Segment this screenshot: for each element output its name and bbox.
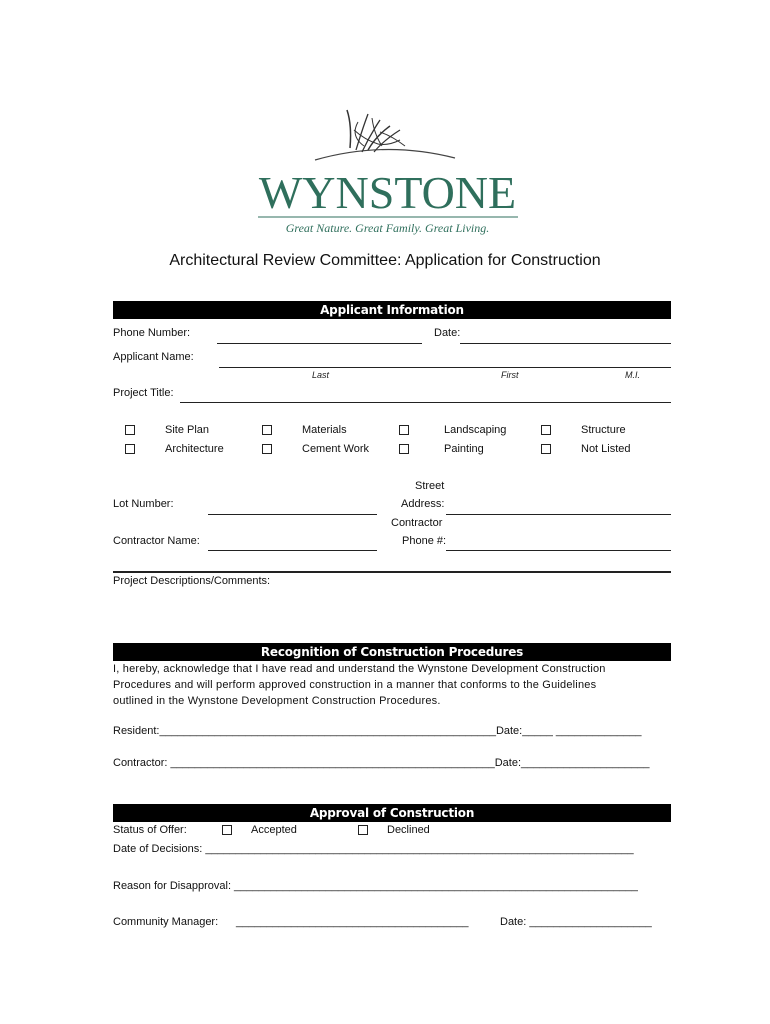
applicant-name-label: Applicant Name: [113, 351, 194, 363]
phone-field[interactable] [217, 343, 422, 344]
contractor-phone-label-line1: Contractor [391, 517, 443, 529]
applicant-info-header: Applicant Information [113, 301, 671, 319]
contractor-phone-label-line2: Phone #: [402, 535, 447, 547]
date-field[interactable] [460, 343, 671, 344]
page-title: Architectural Review Committee: Application for Construction [169, 252, 601, 269]
mi-label: M.I. [625, 370, 640, 380]
resident-signature-line[interactable]: Resident:_______________________________________________________Date:_____ ______________ [113, 725, 642, 737]
architecture-checkbox[interactable] [125, 444, 135, 454]
community-manager-date-line[interactable]: Date: ____________________ [500, 916, 652, 928]
acknowledgement-line-3: outlined in the Wynstone Development Construction Procedures. [113, 695, 441, 707]
contractor-signature-line[interactable]: Contractor: _____________________________________________________Date:_____________________ [113, 757, 650, 769]
not-listed-checkbox[interactable] [541, 444, 551, 454]
acknowledgement-line-2: Procedures and will perform approved construction in a manner that conforms to the Guidelines [113, 679, 597, 691]
declined-label: Declined [387, 824, 430, 836]
materials-checkbox[interactable] [262, 425, 272, 435]
project-title-field[interactable] [180, 402, 671, 403]
street-label-line2: Address: [401, 498, 445, 510]
site-plan-checkbox[interactable] [125, 425, 135, 435]
lot-number-field[interactable] [208, 514, 377, 515]
cement-work-checkbox[interactable] [262, 444, 272, 454]
street-label-line1: Street [415, 480, 445, 492]
architecture-label: Architecture [165, 443, 224, 455]
community-manager-label: Community Manager: [113, 916, 219, 928]
phone-label: Phone Number: [113, 327, 191, 339]
contractor-name-field[interactable] [208, 550, 377, 551]
site-plan-label: Site Plan [165, 424, 210, 436]
project-descriptions-area[interactable] [113, 592, 671, 637]
cement-work-label: Cement Work [302, 443, 370, 455]
reason-for-disapproval-line[interactable]: Reason for Disapproval: __________________________________________________________________ [113, 880, 638, 892]
accepted-label: Accepted [251, 824, 297, 836]
landscaping-checkbox[interactable] [399, 425, 409, 435]
approval-header: Approval of Construction [113, 804, 671, 822]
contractor-name-label: Contractor Name: [113, 535, 200, 547]
lot-number-label: Lot Number: [113, 498, 174, 510]
acknowledgement-line-1: I, hereby, acknowledge that I have read and understand the Wynstone Development Construction [113, 663, 606, 675]
accepted-checkbox[interactable] [222, 825, 232, 835]
recognition-header: Recognition of Construction Procedures [113, 643, 671, 661]
landscaping-label: Landscaping [444, 424, 507, 436]
street-address-field[interactable] [446, 514, 671, 515]
painting-checkbox[interactable] [399, 444, 409, 454]
applicant-name-field[interactable] [219, 367, 671, 368]
first-name-label: First [501, 370, 519, 380]
wynstone-logo [250, 100, 525, 245]
structure-checkbox[interactable] [541, 425, 551, 435]
project-descriptions-label: Project Descriptions/Comments: [113, 575, 271, 587]
status-of-offer-label: Status of Offer: [113, 824, 187, 836]
last-name-label: Last [312, 370, 330, 380]
community-manager-signature-line[interactable]: ______________________________________ [236, 916, 469, 928]
date-of-decisions-line[interactable]: Date of Decisions: ______________________________________________________________________ [113, 843, 634, 855]
contractor-phone-field[interactable] [446, 550, 671, 551]
not-listed-label: Not Listed [581, 443, 631, 455]
logo-tagline: Great Nature. Great Family. Great Living. [285, 221, 490, 235]
materials-label: Materials [302, 424, 347, 436]
date-label: Date: [434, 327, 461, 339]
logo-wordmark: WYNSTONE [258, 167, 517, 218]
structure-label: Structure [581, 424, 626, 436]
declined-checkbox[interactable] [358, 825, 368, 835]
painting-label: Painting [444, 443, 484, 455]
section-divider [113, 571, 671, 573]
project-title-label: Project Title: [113, 387, 174, 399]
